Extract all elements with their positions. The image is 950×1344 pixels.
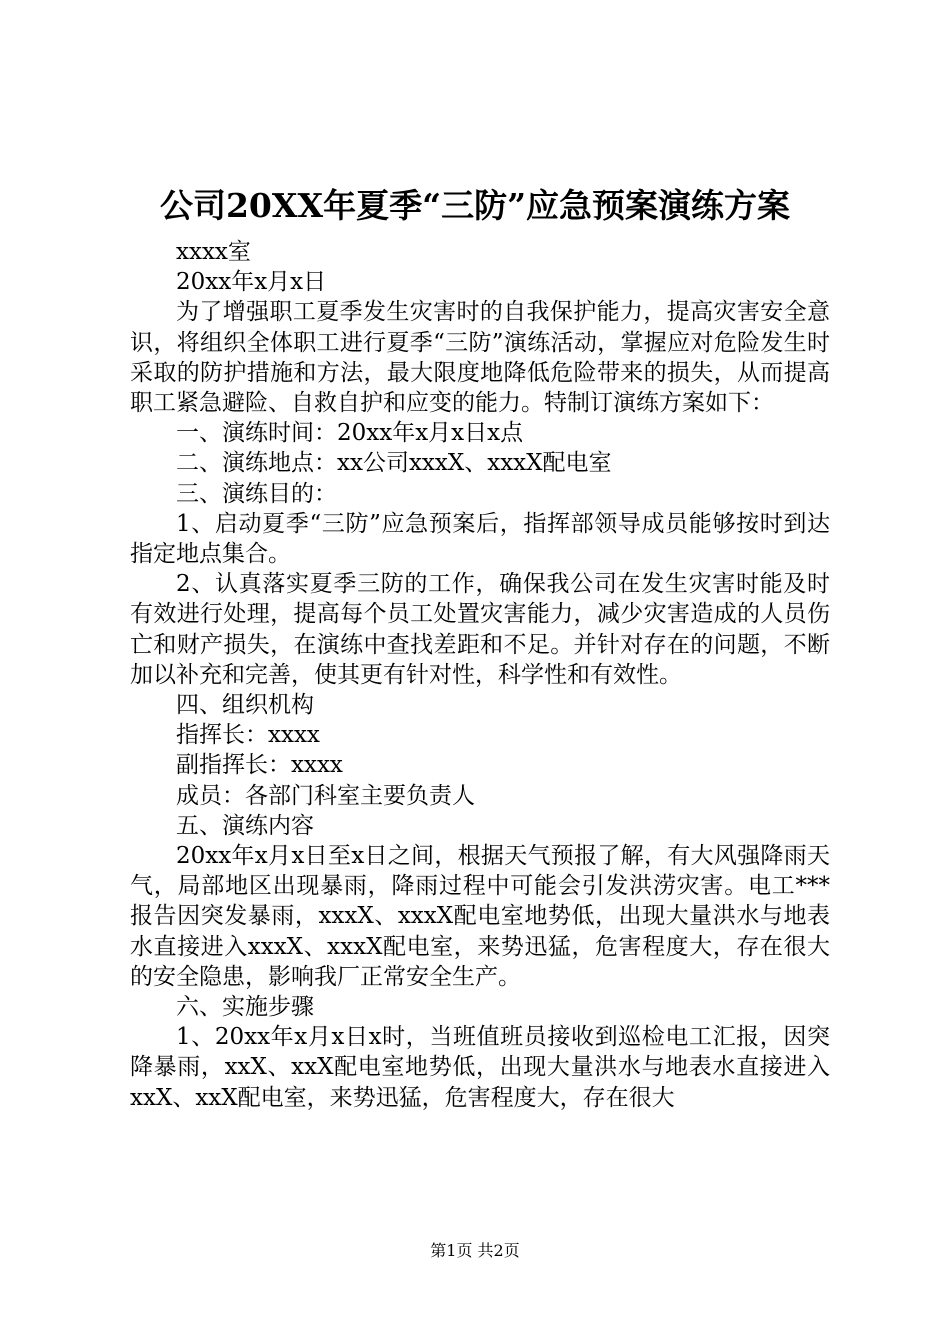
members-line: 成员：各部门科室主要负责人 [176, 782, 475, 809]
document-body [130, 237, 830, 1113]
paragraph-intro: 为了增强职工夏季发生灾害时的自我保护能力，提高灾害安全意识，将组织全体职工进行夏季“三防”演练活动，掌握应对危险发生时采取的防护措施和方法，最大限度地降低危险带来的损失，从而提高职工紧急避险、自救自护和应变的能力。特制订演练方案如下： [130, 299, 830, 417]
page-number-footer: 第1页 共2页 [430, 1241, 520, 1260]
department-line: xxxx室 [176, 239, 251, 265]
deputy-commander-line: 副指挥长：xxxx [176, 752, 343, 779]
paragraph-step-1: 1、20xx年x月x日x时，当班值班员接收到巡检电工汇报，因突降暴雨，xxX、xxX配电室地势低，出现大量洪水与地表水直接进入xxX、xxX配电室，来势迅猛，危害程度大，存在很大 [130, 1024, 830, 1111]
paragraph-purpose-2: 2、认真落实夏季三防的工作，确保我公司在发生灾害时能及时有效进行处理，提高每个员工处置灾害能力，减少灾害造成的人员伤亡和财产损失，在演练中查找差距和不足。并针对存在的问题，不断加以补充和完善，使其更有针对性，科学性和有效性。 [130, 571, 830, 688]
document-title: 公司20XX年夏季“三防”应急预案演练方案 [159, 186, 791, 225]
commander-line: 指挥长：xxxx [176, 722, 320, 749]
paragraph-drill-content: 20xx年x月x日至x日之间，根据天气预报了解，有大风强降雨天气，局部地区出现暴雨，降雨过程中可能会引发洪涝灾害。电工***报告因突发暴雨，xxxX、xxxX配电室地势低，出现大量洪水与地表水直接进入xxxX、xxxX配电室，来势迅猛，危害程度大，存在很大的安全隐患，影响我厂正常安全生产。 [130, 843, 830, 990]
heading-drill-time: 一、演练时间：20xx年x月x日x点 [176, 420, 524, 447]
heading-drill-content: 五、演练内容 [176, 812, 314, 839]
paragraph-purpose-1: 1、启动夏季“三防”应急预案后，指挥部领导成员能够按时到达指定地点集合。 [130, 510, 830, 568]
heading-drill-purpose: 三、演练目的： [176, 480, 337, 507]
heading-drill-location: 二、演练地点：xx公司xxxX、xxxX配电室 [176, 450, 612, 477]
heading-implementation-steps: 六、实施步骤 [176, 994, 314, 1021]
date-line: 20xx年x月x日 [176, 269, 327, 296]
heading-organization: 四、组织机构 [176, 692, 314, 719]
